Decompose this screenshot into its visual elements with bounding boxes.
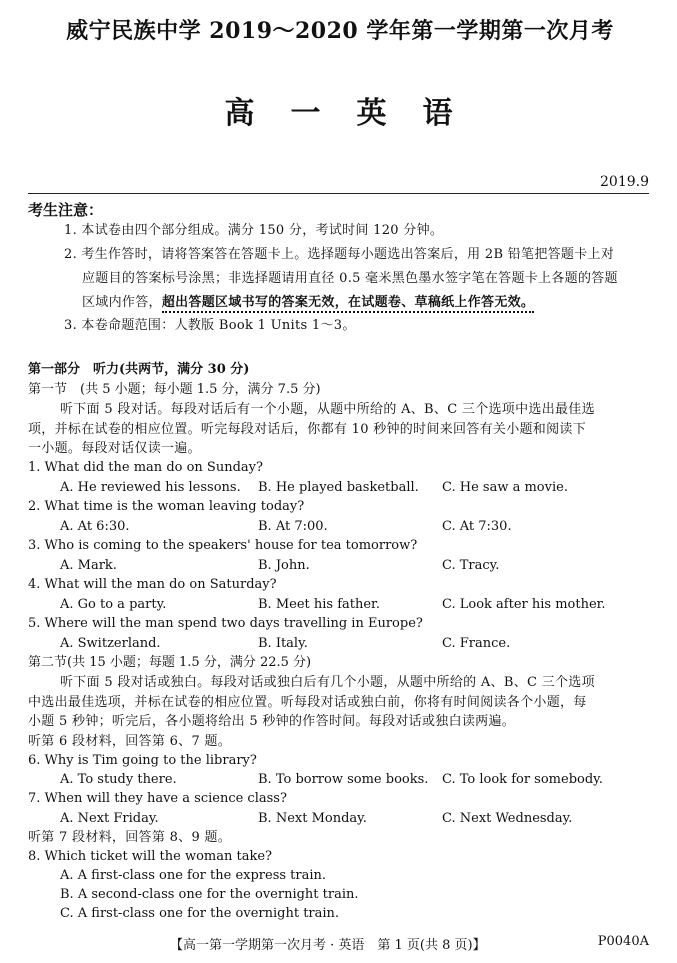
question-5-option-a: A. Switzerland. [60,636,161,651]
question-5-option-c: C. France. [442,636,511,651]
question-3-option-b: B. John. [258,558,310,573]
question-8-option-b: B. A second-class one for the overnight train. [60,887,359,902]
question-3-stem: 3. Who is coming to the speakers' house for tea tomorrow? [28,538,418,553]
section2-heading: 第二节(共 15 小题；每题 1.5 分，满分 22.5 分) [28,655,312,670]
question-4-option-c: C. Look after his mother. [442,597,606,612]
question-4-option-b: B. Meet his father. [258,597,380,612]
notice-item-2c-prefix: 区域内作答， [82,295,162,310]
notice-heading: 考生注意： [28,201,104,219]
question-8-stem: 8. Which ticket will the woman take? [28,849,273,864]
question-5-stem: 5. Where will the man spend two days travelling in Europe? [28,616,423,631]
section2-instructions-1: 听下面 5 段对话或独白。每段对话或独白后有几个小题，从题中所给的 A、B、C 三个选项 [60,675,595,690]
section1-instructions-3: 一小题。每段对话仅读一遍。 [28,441,201,456]
material-7-note: 听第 7 段材料，回答第 8、9 题。 [28,830,232,845]
section1-heading: 第一节 (共 5 小题；每小题 1.5 分，满分 7.5 分) [28,382,321,397]
footer-page-info: 【高一第一学期第一次月考 · 英语 第 1 页(共 8 页)】 [170,938,486,953]
header-rule [28,193,649,194]
question-1-stem: 1. What did the man do on Sunday? [28,460,263,475]
question-4-stem: 4. What will the man do on Saturday? [28,577,277,592]
question-1-option-c: C. He saw a movie. [442,480,568,495]
question-2-option-b: B. At 7:00. [258,519,328,534]
question-1-option-b: B. He played basketball. [258,480,419,495]
exam-title: 威宁民族中学 2019～2020 学年第一学期第一次月考 [66,18,614,44]
question-5-option-b: B. Italy. [258,636,308,651]
notice-item-2a: 2. 考生作答时，请将答案答在答题卡上。选择题每小题选出答案后，用 2B 铅笔把答题卡上对 [64,247,615,262]
section1-instructions-1: 听下面 5 段对话。每段对话后有一个小题，从题中所给的 A、B、C 三个选项中选出最佳选 [60,402,595,417]
question-7-option-a: A. Next Friday. [60,811,159,826]
notice-item-3: 3. 本卷命题范围：人教版 Book 1 Units 1～3。 [64,318,356,333]
question-2-option-a: A. At 6:30. [60,519,130,534]
question-8-option-a: A. A first-class one for the express train. [60,868,327,883]
footer-code: P0040A [597,934,649,949]
exam-date: 2019.9 [600,174,649,190]
question-2-option-c: C. At 7:30. [442,519,512,534]
notice-item-2c [82,294,534,312]
question-7-stem: 7. When will they have a science class? [28,791,287,806]
question-3-option-a: A. Mark. [60,558,117,573]
question-2-stem: 2. What time is the woman leaving today? [28,499,305,514]
question-3-option-c: C. Tracy. [442,558,500,573]
question-6-stem: 6. Why is Tim going to the library? [28,753,257,768]
section2-instructions-3: 小题 5 秒钟；听完后，各小题将给出 5 秒钟的作答时间。每段对话或独白读两遍。 [28,714,516,729]
question-7-option-c: C. Next Wednesday. [442,811,573,826]
material-6-note: 听第 6 段材料，回答第 6、7 题。 [28,734,232,749]
notice-item-2b: 应题目的答案标号涂黑；非选择题请用直径 0.5 毫米黑色墨水签字笔在答题卡上各题的答题 [82,271,618,286]
question-6-option-b: B. To borrow some books. [258,772,429,787]
notice-item-1: 1. 本试卷由四个部分组成。满分 150 分，考试时间 120 分钟。 [64,223,444,238]
question-6-option-c: C. To look for somebody. [442,772,603,787]
notice-emphasis: 超出答题区域书写的答案无效，在试题卷、草稿纸上作答无效。 [162,295,534,313]
section1-instructions-2: 项，并标在试卷的相应位置。听完每段对话后，你都有 10 秒钟的时间来回答有关小题和阅读下 [28,422,587,437]
question-7-option-b: B. Next Monday. [258,811,367,826]
question-1-option-a: A. He reviewed his lessons. [60,480,241,495]
section2-instructions-2: 中选出最佳选项，并标在试卷的相应位置。听每段对话或独白前，你将有时间阅读各个小题，每 [28,695,587,710]
part1-heading: 第一部分 听力(共两节，满分 30 分) [28,362,250,377]
question-8-option-c: C. A first-class one for the overnight train. [60,906,340,921]
subject-title: 高一英语 [224,96,489,131]
question-4-option-a: A. Go to a party. [60,597,167,612]
question-6-option-a: A. To study there. [60,772,177,787]
